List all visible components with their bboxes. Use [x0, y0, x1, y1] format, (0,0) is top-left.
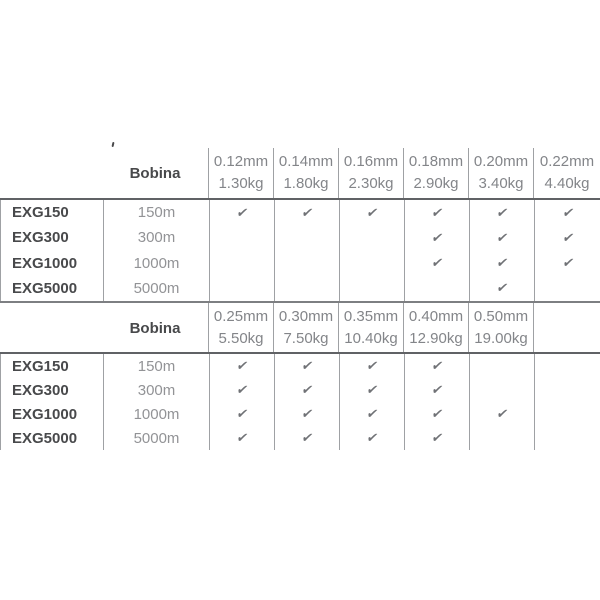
table1-rows — [0, 200, 600, 301]
availability-check: ✔ — [469, 402, 534, 426]
availability-check: ✔ — [339, 426, 404, 450]
availability-check — [274, 225, 339, 250]
strength-label: 19.00kg — [474, 330, 528, 348]
availability-check: ✔ — [534, 225, 600, 250]
model-label: EXG300 — [12, 229, 69, 247]
header-col-030mm — [273, 303, 338, 353]
diameter-label: 0.22mm — [539, 152, 595, 170]
availability-check: ✔ — [469, 251, 534, 276]
availability-check: ✔ — [274, 200, 339, 225]
header-col-035mm — [338, 303, 403, 353]
bobina-value: 5000m — [103, 276, 209, 301]
table2-rows — [0, 354, 600, 450]
bobina-value: 1000m — [103, 402, 209, 426]
diameter-label: 0.20mm — [473, 152, 529, 170]
diameter-label: 0.12mm — [213, 152, 269, 170]
availability-check: ✔ — [404, 426, 469, 450]
availability-check: ✔ — [404, 225, 469, 250]
availability-check: ✔ — [274, 402, 339, 426]
strength-label: 5.50kg — [218, 330, 264, 348]
bobina-value: 1000m — [103, 251, 209, 276]
header-col-016mm — [338, 148, 403, 198]
availability-check — [209, 225, 274, 250]
availability-check: ✔ — [534, 200, 600, 225]
availability-check: ✔ — [404, 354, 469, 378]
table1-header — [0, 148, 600, 198]
availability-check: ✔ — [339, 402, 404, 426]
availability-check: ✔ — [404, 251, 469, 276]
header-col-empty — [533, 303, 600, 353]
availability-check — [274, 251, 339, 276]
availability-check: ✔ — [274, 378, 339, 402]
availability-check: ✔ — [209, 378, 274, 402]
bobina-header-label: Bobina — [129, 164, 181, 182]
availability-check — [274, 276, 339, 301]
availability-check: ✔ — [469, 200, 534, 225]
header-col-012mm — [208, 148, 273, 198]
table2-header — [0, 303, 600, 353]
availability-check: ✔ — [339, 354, 404, 378]
bobina-value: 5000m — [103, 426, 209, 450]
availability-check: ✔ — [209, 426, 274, 450]
availability-check — [339, 251, 404, 276]
model-label: EXG300 — [12, 381, 69, 399]
availability-check: ✔ — [404, 200, 469, 225]
availability-check: ✔ — [209, 402, 274, 426]
header-col-020mm — [468, 148, 533, 198]
model-label: EXG150 — [12, 204, 69, 222]
strength-label: 10.40kg — [344, 330, 398, 348]
diameter-label: 0.50mm — [473, 307, 529, 325]
availability-check — [209, 251, 274, 276]
availability-check: ✔ — [404, 402, 469, 426]
header-col-050mm — [468, 303, 533, 353]
availability-check — [404, 276, 469, 301]
availability-check: ✔ — [469, 225, 534, 250]
bobina-header-label: Bobina — [129, 319, 181, 337]
availability-check: ✔ — [274, 354, 339, 378]
header-col-025mm — [208, 303, 273, 353]
header-col-022mm — [533, 148, 600, 198]
model-label: EXG5000 — [12, 279, 78, 297]
bobina-value: 300m — [103, 225, 209, 250]
availability-check — [534, 354, 600, 378]
diameter-label: 0.25mm — [213, 307, 269, 325]
strength-label: 2.30kg — [348, 175, 394, 193]
strength-label: 12.90kg — [409, 330, 463, 348]
availability-check: ✔ — [209, 200, 274, 225]
bobina-value: 300m — [103, 378, 209, 402]
diameter-label: 0.18mm — [408, 152, 464, 170]
availability-check — [534, 426, 600, 450]
availability-check — [534, 402, 600, 426]
diameter-label: 0.14mm — [278, 152, 334, 170]
availability-check: ✔ — [339, 378, 404, 402]
header-spacer — [0, 148, 102, 198]
availability-check: ✔ — [339, 200, 404, 225]
diameter-label: 0.40mm — [408, 307, 464, 325]
availability-check — [469, 354, 534, 378]
bobina-value: 150m — [103, 354, 209, 378]
availability-check — [339, 276, 404, 301]
strength-label: 7.50kg — [283, 330, 329, 348]
diameter-label: 0.30mm — [278, 307, 334, 325]
diameter-label: 0.35mm — [343, 307, 399, 325]
availability-check: ✔ — [209, 354, 274, 378]
header-col-018mm — [403, 148, 468, 198]
strength-label: 3.40kg — [478, 175, 524, 193]
availability-check: ✔ — [534, 251, 600, 276]
model-label: EXG150 — [12, 357, 69, 375]
availability-check: ✔ — [274, 426, 339, 450]
strength-label: 1.30kg — [218, 175, 264, 193]
availability-check — [339, 225, 404, 250]
availability-check — [534, 378, 600, 402]
strength-label: 2.90kg — [413, 175, 459, 193]
availability-check — [469, 378, 534, 402]
bobina-value: 150m — [103, 200, 209, 225]
strength-label: 4.40kg — [544, 175, 590, 193]
availability-check — [209, 276, 274, 301]
header-spacer — [0, 303, 102, 353]
diameter-label: 0.16mm — [343, 152, 399, 170]
header-col-040mm — [403, 303, 468, 353]
model-label: EXG1000 — [12, 254, 78, 272]
availability-check: ✔ — [404, 378, 469, 402]
model-label: EXG1000 — [12, 405, 78, 423]
header-col-014mm — [273, 148, 338, 198]
model-label: EXG5000 — [12, 429, 78, 447]
availability-check — [469, 426, 534, 450]
availability-check — [534, 276, 600, 301]
strength-label: 1.80kg — [283, 175, 329, 193]
stray-mark — [112, 142, 115, 147]
availability-check: ✔ — [469, 276, 534, 301]
